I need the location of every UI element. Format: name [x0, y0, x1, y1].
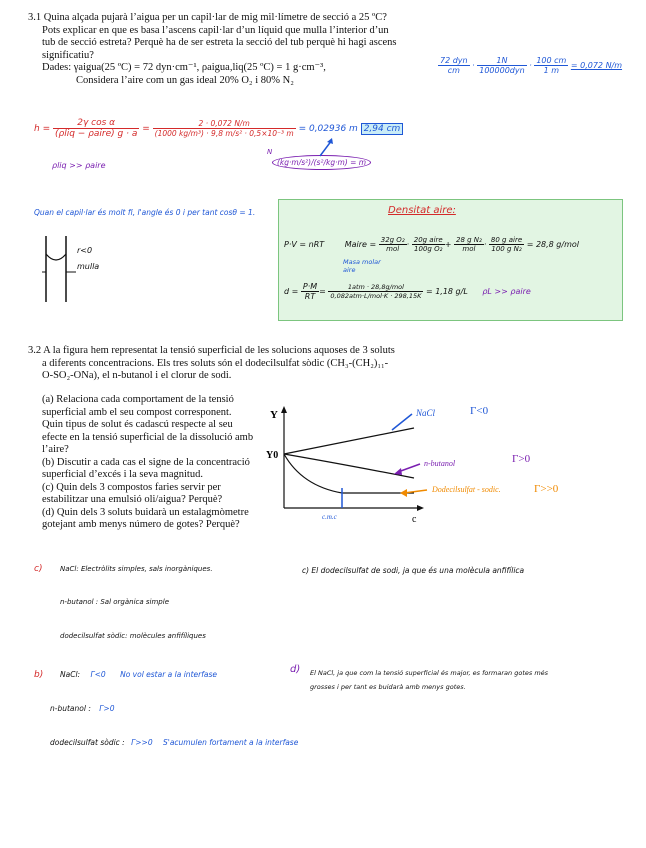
answer-c-right: c) El dodecilsulfat de sodi, ja que és una molècula anfifílica — [302, 566, 525, 575]
conv-f3-num: 100 cm — [536, 56, 567, 65]
conv-f1-num: 72 dyn — [440, 56, 468, 65]
sds-arrow-head — [400, 489, 407, 497]
density-title: Densitat aire: — [388, 205, 456, 216]
qc-line-1: (c) Quin dels 3 compostos faries servir per — [42, 481, 221, 493]
maire-result: = 28,8 g/mol — [526, 240, 579, 249]
wetting-r-label: r<0 — [77, 246, 93, 255]
pv-nrt: P·V = nRT — [284, 240, 325, 249]
nacl-curve — [284, 428, 414, 454]
qc-line-2: estabilitzar una emulsió oli/aigua? Perquè? — [42, 494, 223, 505]
d2-num: 1atm · 28,8g/mol — [328, 283, 423, 292]
q31-data-line-2: Considera l’aire com un gas ideal 20% O₂ i 80% N₂ — [76, 74, 294, 86]
h-result: = 0,02936 m — [298, 124, 358, 134]
d-result: = 1,18 g/L — [425, 287, 468, 296]
x-axis-arrow — [417, 505, 424, 511]
b-dodecil-name: dodecilsulfat sòdic : — [50, 738, 125, 747]
t1-den: mol — [386, 245, 400, 253]
t4-num: 80 g aire — [490, 236, 523, 244]
nacl-gamma: Γ<0 — [470, 405, 489, 417]
qb-line-2: superficial d’excés i la seva magnitud. — [42, 469, 203, 480]
y-axis-label: Y — [270, 409, 278, 421]
wetting-m-label: mulla — [77, 262, 100, 271]
conv-result: = 0,072 N/m — [570, 61, 623, 70]
qa-line-5: l’aire? — [42, 444, 69, 455]
answer-c-nacl: NaCl: Electròlits simples, sals inorgàniques. — [60, 565, 213, 573]
answer-d-line-1: El NaCl, ja que com la tensió superficial és major, es formaran gotes més — [310, 669, 549, 677]
density-compare: ρL >> ρaire — [482, 287, 531, 296]
qd-line-2: gotejant amb menys número de gotes? Perquè? — [42, 519, 240, 530]
b-nacl-name: NaCl: — [60, 670, 81, 679]
q31-title-line-4: significatiu? — [42, 49, 94, 61]
d-eq: d = — [284, 287, 299, 296]
answer-c-butanol: n-butanol : Sal orgànica simple — [60, 598, 169, 606]
butanol-curve — [284, 454, 414, 478]
arrow-to-result — [318, 136, 338, 158]
q31-title-line-1: 3.1 Quina alçada pujarà l’aigua per un capil·lar de mig mil·límetre de secció a 25 ºC? — [28, 12, 387, 23]
q31-title-line-2: Pots explicar en que es basa l’ascens capil·lar d’un líquid que mulla l’interior d’un — [42, 24, 389, 36]
unit-check-circled: (kg·m/s²)/(s²/kg·m) = m — [272, 155, 371, 170]
t2-den: 100g O₂ — [414, 245, 443, 253]
answer-b-butanol — [50, 704, 114, 713]
conv-f2-den: 100000dyn — [479, 66, 525, 75]
h-num: 2γ cos α — [53, 118, 139, 129]
density-formula: d = $\frac{P\cdot M}{RT}$ = $\frac{\text{1atm · 28,8g/mol}}{\text{0,082atm·L/mol·K · 298,15K}}$ = 1,18 g/L ρL >> ρaire — [284, 282, 531, 301]
h-mid-den: (1000 kg/m³) · 9,8 m/s² · 0,5×10⁻³ m — [154, 129, 294, 138]
masa-note: Masa molar aire — [343, 258, 381, 274]
t3-num: 28 g N₂ — [455, 236, 482, 244]
b-dodecil-note: S'acumulen fortament a la interfase — [163, 738, 299, 747]
b-butanol-gamma: Γ>0 — [99, 704, 115, 713]
qb-line-1: (b) Discutir a cada cas el signe de la concentració — [42, 456, 250, 468]
h-eq: h = — [34, 124, 51, 134]
height-formula: h = $\frac{\text{2γ cos α}}{\text{(ρliq − ρaire) g · a}}$ = $\frac{2 \cdot 0,072 N/m}{\text{(1000 kg/m³) · 9,8 m/s² · 0,5×10⁻³ m}}$ = 0,02936 m 2,94 cm — [34, 118, 403, 139]
butanol-arrow-head — [394, 468, 402, 475]
h-boxed-result: 2,94 cm — [361, 123, 404, 135]
unit-check — [272, 158, 371, 167]
sds-gamma: Γ>>0 — [534, 483, 559, 495]
sds-arrow — [404, 490, 427, 493]
conv-f3-den: 1 m — [543, 66, 560, 75]
answer-b-label: b) — [34, 670, 44, 680]
q32-statement — [28, 345, 428, 383]
answer-d-text — [310, 666, 640, 694]
d-den: RT — [304, 292, 316, 301]
answer-c-dodecil: dodecilsulfat sòdic: molècules anfifíliques — [60, 632, 206, 640]
qa-line-3: Quin tipus de solut és cadascú respecte al seu — [42, 419, 233, 430]
x-axis-label: c — [412, 514, 417, 525]
air-density-box — [278, 199, 623, 321]
b-butanol-name: n-butanol : — [50, 704, 91, 713]
q32-subquestions — [42, 394, 260, 532]
maire-formula: P·V = nRT Maire = $\frac{\text{32g O₂}}{\text{mol}}$ · $\frac{\text{20g aire}}{\text{100g O₂}}$ + $\frac{\text{28 g N₂}}{\text{mol}}$ · $\frac{\text{80 g aire}}{\text{100 g N₂}}$ = 28,8 g/mol — [284, 236, 579, 253]
q31-data-line-1: Dades: γaigua(25 ºC) = 72 dyn·cm⁻¹, ρaigua,liq(25 ºC) = 1 g·cm⁻³, — [42, 62, 326, 73]
qa-line-2: superficial amb el seu compost corresponent. — [42, 406, 232, 418]
b-nacl-note: No vol estar a la interfase — [120, 670, 217, 679]
qa-line-1: (a) Relaciona cada comportament de la tensió — [42, 394, 234, 405]
butanol-label: n-butanol — [424, 459, 456, 468]
d-num: P·M — [302, 282, 318, 291]
answer-b-dodecil — [50, 738, 298, 747]
q31-title-line-3: tub de secció estreta? Perquè ha de ser estreta la secció del tub perquè hi hagi ascens — [42, 37, 397, 48]
qa-line-4: efecte en la tensió superficial de la dissolució amb — [42, 431, 254, 443]
q31-statement — [28, 12, 428, 87]
maire-eq: Maire = — [344, 240, 377, 249]
b-nacl-gamma: Γ<0 — [90, 670, 106, 679]
sds-label: Dodecilsulfat - sodic. — [432, 485, 501, 494]
qd-line-1: (d) Quin dels 3 soluts buidarà un estalagmòmetre — [42, 506, 249, 518]
t2-num: 20g aire — [413, 236, 443, 244]
conv-f1-den: cm — [447, 66, 460, 75]
q32-line-1: 3.2 A la figura hem representat la tensió superficial de les solucions aquoses de 3 soluts — [28, 345, 395, 356]
unit-top-n: N — [267, 148, 273, 156]
answer-d-line-2: grosses i per tant es buidarà amb menys gotes. — [310, 683, 466, 691]
answer-b-nacl — [60, 670, 217, 679]
t4-den: 100 g N₂ — [491, 245, 522, 253]
capillary-sketch — [36, 232, 116, 306]
sds-curve — [284, 454, 414, 493]
butanol-gamma: Γ>0 — [512, 453, 531, 465]
h-den: (ρliq − ρaire) g · a — [54, 129, 138, 139]
t3-den: mol — [462, 245, 476, 253]
cmc-label: c.m.c — [322, 513, 337, 521]
surface-tension-figure — [262, 398, 592, 528]
wetting-note: Quan el capil·lar és molt fi, l'angle és 0 i per tant cosθ = 1. — [34, 208, 256, 217]
q32-line-2: a diferents concentracions. Els tres soluts són el dodecilsulfat sòdic (CH₃-(CH₂)₁₁- — [42, 357, 389, 369]
t1-num: 32g O₂ — [380, 236, 405, 244]
d2-den: 0,082atm·L/mol·K · 298,15K — [330, 292, 422, 300]
q32-line-3: O-SO₂-ONa), el n-butanol i el clorur de sodi. — [42, 370, 232, 381]
unit-conversion: $\frac{\text{72 dyn}}{cm}$ · $\frac{1N}{\text{100000dyn}}$ · $\frac{100 cm}{1 m}$ = 0,072 N/m — [440, 56, 623, 75]
answer-c-label: c) — [34, 564, 43, 574]
rho-note: ρliq >> ρaire — [52, 161, 106, 170]
conv-f2-num: 1N — [477, 56, 526, 66]
nacl-label: NaCl — [416, 408, 436, 418]
b-dodecil-gamma: Γ>>0 — [131, 738, 153, 747]
nacl-arrow — [392, 414, 412, 430]
h-mid-num: 2 · 0,072 N/m — [153, 119, 296, 129]
y-axis-arrow — [281, 406, 287, 413]
y0-label: Y0 — [266, 450, 279, 461]
answer-d-label: d) — [290, 664, 301, 675]
